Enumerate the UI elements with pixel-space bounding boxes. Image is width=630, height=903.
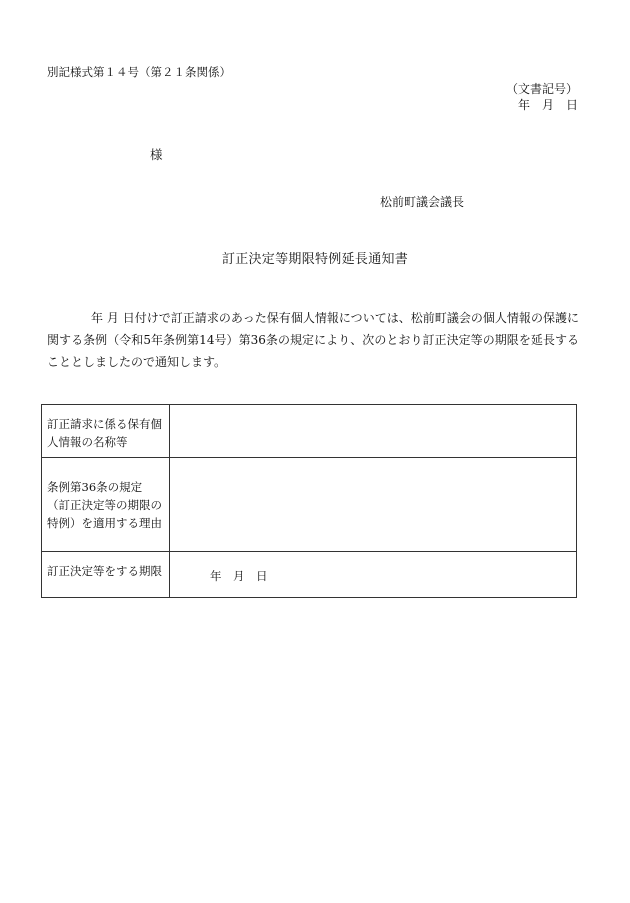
table-row: [42, 552, 577, 598]
row-value: [170, 405, 577, 458]
form-number: 別記様式第１４号（第２１条関係）: [47, 65, 231, 79]
row-value-cell: [170, 552, 577, 598]
row-value: [170, 458, 577, 552]
table-row: [42, 405, 577, 458]
issue-date: 年 月 日: [517, 98, 578, 112]
row-label: 訂正請求に係る保有個人情報の名称等: [42, 405, 170, 458]
row-label: 訂正決定等をする期限: [42, 552, 170, 598]
document-reference: （文書記号）: [505, 82, 578, 96]
table-row: [42, 458, 577, 552]
addressee: 様: [150, 147, 163, 162]
document-title: 訂正決定等期限特例延長通知書: [221, 252, 409, 267]
deadline-date: 年 月 日: [210, 569, 268, 583]
row-label: 条例第36条の規定（訂正決定等の期限の特例）を適用する理由: [42, 458, 170, 552]
body-paragraph: 年 月 日付けで訂正請求のあった保有個人情報については、松前町議会の個人情報の保護に関する条例（令和5年条例第14号）第36条の規定により、次のとおり訂正決定等の期限を延長することとしましたので通知します。: [47, 311, 579, 369]
detail-table: [41, 404, 577, 598]
issuer-name: 松前町議会議長: [380, 195, 465, 209]
